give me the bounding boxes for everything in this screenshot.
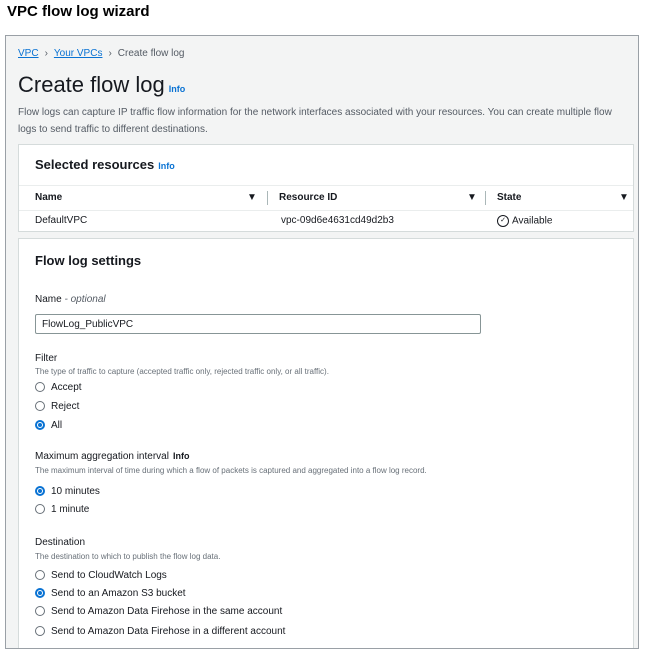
name-label-text: Name bbox=[35, 294, 62, 305]
row-state bbox=[497, 215, 552, 227]
sort-state-icon[interactable]: ▼ bbox=[619, 192, 629, 203]
interval-label bbox=[35, 451, 189, 462]
name-input[interactable] bbox=[35, 314, 481, 334]
radio-selected-icon[interactable] bbox=[35, 420, 45, 430]
flow-log-settings-heading: Flow log settings bbox=[35, 253, 142, 268]
column-header-name[interactable] bbox=[35, 192, 62, 203]
breadcrumb-current: Create flow log bbox=[117, 48, 185, 59]
interval-label-text: Maximum aggregation interval bbox=[35, 451, 169, 462]
check-circle-icon: ✓ bbox=[497, 215, 509, 227]
column-state-label: State bbox=[497, 192, 522, 203]
column-divider bbox=[485, 191, 486, 205]
interval-option-10-minutes[interactable] bbox=[35, 486, 100, 497]
destination-option-s3[interactable] bbox=[35, 588, 186, 599]
row-resource-id: vpc-09d6e4631cd49d2b3 bbox=[281, 215, 394, 226]
flow-log-settings-panel bbox=[18, 238, 634, 649]
row-name: DefaultVPC bbox=[35, 215, 88, 226]
row-state-text: Available bbox=[512, 215, 553, 227]
radio-icon[interactable] bbox=[35, 606, 45, 616]
column-divider bbox=[267, 191, 268, 205]
destination-label: Destination bbox=[35, 537, 86, 548]
radio-icon[interactable] bbox=[35, 382, 45, 392]
wizard-title: VPC flow log wizard bbox=[7, 3, 150, 20]
column-resource-id-label: Resource ID bbox=[279, 192, 338, 203]
page-title bbox=[18, 72, 185, 98]
filter-option-accept[interactable] bbox=[35, 382, 82, 393]
breadcrumb-your-vpcs[interactable]: Your VPCs bbox=[53, 48, 103, 59]
name-optional-text: - optional bbox=[61, 294, 106, 305]
selected-resources-title: Selected resources bbox=[35, 157, 155, 172]
destination-option-label: Send to CloudWatch Logs bbox=[51, 570, 167, 581]
breadcrumb: VPC › Your VPCs › Create flow log bbox=[18, 48, 185, 59]
column-header-resource-id[interactable] bbox=[279, 192, 337, 203]
column-header-state[interactable] bbox=[497, 192, 521, 203]
sort-resource-id-icon[interactable]: ▼ bbox=[467, 192, 477, 203]
destination-option-cloudwatch[interactable] bbox=[35, 570, 167, 581]
filter-label: Filter bbox=[35, 353, 58, 364]
console-frame bbox=[5, 35, 639, 649]
filter-option-label: Accept bbox=[51, 382, 82, 393]
interval-hint: The maximum interval of time during which a flow of packets is captured and aggregated into a flow log record. bbox=[35, 466, 427, 475]
interval-info-link[interactable]: Info bbox=[172, 451, 190, 461]
destination-option-firehose-different[interactable] bbox=[35, 626, 285, 637]
radio-icon[interactable] bbox=[35, 626, 45, 636]
table-header bbox=[19, 185, 633, 211]
filter-option-label: All bbox=[51, 420, 63, 431]
table-row[interactable] bbox=[19, 211, 633, 231]
interval-option-1-minute[interactable] bbox=[35, 504, 89, 515]
destination-option-label: Send to an Amazon S3 bucket bbox=[51, 588, 186, 599]
filter-option-label: Reject bbox=[51, 401, 80, 412]
destination-option-label: Send to Amazon Data Firehose in a different account bbox=[51, 626, 286, 637]
selected-resources-panel bbox=[18, 144, 634, 232]
destination-hint: The destination to which to publish the flow log data. bbox=[35, 552, 221, 561]
destination-option-firehose-same[interactable] bbox=[35, 606, 282, 617]
name-label bbox=[35, 294, 106, 305]
filter-option-all[interactable] bbox=[35, 420, 62, 431]
interval-option-label: 1 minute bbox=[51, 504, 90, 515]
radio-selected-icon[interactable] bbox=[35, 486, 45, 496]
selected-resources-heading bbox=[35, 157, 175, 172]
column-name-label: Name bbox=[35, 192, 63, 203]
sort-name-icon[interactable]: ▼ bbox=[247, 192, 257, 203]
destination-option-label: Send to Amazon Data Firehose in the same account bbox=[51, 606, 283, 617]
selected-resources-info-link[interactable]: Info bbox=[158, 161, 175, 171]
page-title-text: Create flow log bbox=[18, 72, 165, 97]
filter-option-reject[interactable] bbox=[35, 401, 79, 412]
page-info-link[interactable]: Info bbox=[168, 84, 186, 94]
interval-option-label: 10 minutes bbox=[51, 486, 100, 497]
filter-hint: The type of traffic to capture (accepted traffic only, rejected traffic only, or all traffic). bbox=[35, 367, 329, 376]
page-description: Flow logs can capture IP traffic flow information for the network interfaces associated with your resources. You can create multiple flow logs to send traffic to different destinations. bbox=[18, 107, 612, 135]
radio-icon[interactable] bbox=[35, 570, 45, 580]
breadcrumb-vpc[interactable]: VPC bbox=[18, 48, 39, 59]
radio-selected-icon[interactable] bbox=[35, 588, 45, 598]
radio-icon[interactable] bbox=[35, 504, 45, 514]
radio-icon[interactable] bbox=[35, 401, 45, 411]
